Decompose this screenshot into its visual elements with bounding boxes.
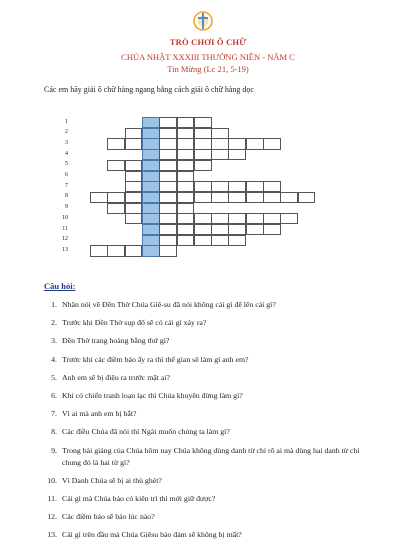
crossword-cell[interactable] <box>263 138 281 149</box>
gospel-reference: Tin Mừng (Lc 21, 5-19) <box>167 64 249 74</box>
question-item <box>40 390 380 402</box>
question-text: Nhân nói về Đền Thờ Chúa Giê-su đã nói không cái gì để lên cái gì? <box>62 300 276 309</box>
key-column-cell[interactable] <box>142 117 160 128</box>
question-item <box>40 511 380 523</box>
question-text: Cái gì trên đầu mà Chúa Giêsu bảo đảm sẽ không bị mất? <box>62 530 242 540</box>
crossword-cell[interactable] <box>211 149 229 160</box>
crossword-cell[interactable] <box>177 128 195 139</box>
crossword-cell[interactable] <box>125 138 143 149</box>
row-number: 11 <box>62 225 68 232</box>
crossword-cell[interactable] <box>159 213 177 224</box>
crossword-cell[interactable] <box>263 192 281 203</box>
question-text: Trong bài giảng của Chúa hôm nay Chúa không dùng danh từ chỉ rõ ai mà dùng hai danh từ chỉ chung đó là hai từ gì? <box>62 445 360 467</box>
crossword-cell[interactable] <box>107 138 125 149</box>
crossword-cell[interactable] <box>159 245 177 256</box>
crossword-cell[interactable] <box>194 117 212 128</box>
row-number: 9 <box>65 204 68 211</box>
crossword-cell[interactable] <box>159 181 177 192</box>
row-number: 13 <box>62 246 68 253</box>
crossword-cell[interactable] <box>228 224 246 235</box>
crossword-cell[interactable] <box>177 138 195 149</box>
question-item <box>40 317 380 329</box>
crossword-cell[interactable] <box>90 192 108 203</box>
crossword-cell[interactable] <box>177 181 195 192</box>
question-text: Các điều Chúa đã nói thì Ngài muốn chúng ta làm gì? <box>62 427 230 437</box>
question-number: 6. <box>51 390 57 400</box>
key-column-cell[interactable] <box>142 213 160 224</box>
question-item <box>40 426 380 438</box>
question-text: Vì ai mà anh em bị bắt? <box>62 409 137 419</box>
crossword-cell[interactable] <box>194 149 212 160</box>
questions-heading: Câu hỏi: <box>44 281 76 291</box>
crossword-cell[interactable] <box>107 203 125 214</box>
crossword-cell[interactable] <box>159 224 177 235</box>
crossword-cell[interactable] <box>177 203 195 214</box>
question-number: 11. <box>47 493 57 503</box>
question-number: 2. <box>51 318 57 328</box>
question-text: Trước khi các điềm báo ấy ra thì thế gian sẽ làm gì anh em? <box>62 354 249 364</box>
crossword-cell[interactable] <box>107 245 125 256</box>
crossword-cell[interactable] <box>159 203 177 214</box>
question-number: 13. <box>47 530 57 540</box>
key-column-cell[interactable] <box>142 128 160 139</box>
key-column-cell[interactable] <box>142 160 160 171</box>
crossword-cell[interactable] <box>194 138 212 149</box>
row-number: 1 <box>65 118 68 125</box>
question-item <box>40 493 380 505</box>
crossword-cell[interactable] <box>177 235 195 246</box>
crossword-cell[interactable] <box>228 149 246 160</box>
crossword-cell[interactable] <box>194 224 212 235</box>
key-column-cell[interactable] <box>142 181 160 192</box>
question-item <box>40 372 380 384</box>
puzzle-subtitle: CHÚA NHẬT XXXIII THƯỜNG NIÊN - NĂM C <box>121 52 295 62</box>
question-item <box>40 475 380 487</box>
puzzle-title: TRÒ CHƠI Ô CHỮ <box>169 37 247 47</box>
question-item <box>40 408 380 420</box>
question-number: 7. <box>51 409 57 419</box>
question-text: Đền Thờ trang hoàng bằng thứ gì? <box>62 336 170 346</box>
questions-list <box>40 299 380 547</box>
question-number: 10. <box>47 475 57 485</box>
crossword-cell[interactable] <box>125 203 143 214</box>
question-text: Khi có chiến tranh loạn lạc thì Chúa khuyên đừng làm gì? <box>62 390 243 400</box>
key-column-cell[interactable] <box>142 138 160 149</box>
crossword-cell[interactable] <box>194 192 212 203</box>
crossword-cell[interactable] <box>177 117 195 128</box>
crossword-cell[interactable] <box>246 213 264 224</box>
crossword-cell[interactable] <box>159 138 177 149</box>
crossword-cell[interactable] <box>246 138 264 149</box>
crossword-cell[interactable] <box>246 192 264 203</box>
question-number: 4. <box>51 354 57 364</box>
crossword-cell[interactable] <box>246 181 264 192</box>
crossword-cell[interactable] <box>280 192 298 203</box>
key-column-cell[interactable] <box>142 149 160 160</box>
row-number: 4 <box>65 150 68 157</box>
question-number: 12. <box>47 512 57 522</box>
crossword-cell[interactable] <box>280 213 298 224</box>
question-item <box>40 445 380 469</box>
crossword-cell[interactable] <box>125 128 143 139</box>
crossword-cell[interactable] <box>263 181 281 192</box>
crossword-cell[interactable] <box>211 128 229 139</box>
crossword-cell[interactable] <box>177 213 195 224</box>
key-column-cell[interactable] <box>142 203 160 214</box>
crossword-cell[interactable] <box>125 213 143 224</box>
crossword-cell[interactable] <box>159 149 177 160</box>
question-number: 9. <box>51 445 57 455</box>
key-column-cell[interactable] <box>142 224 160 235</box>
crossword-cell[interactable] <box>125 192 143 203</box>
question-number: 5. <box>51 372 57 382</box>
crossword-cell[interactable] <box>228 181 246 192</box>
crossword-cell[interactable] <box>125 181 143 192</box>
question-number: 8. <box>51 427 57 437</box>
crossword-cell[interactable] <box>177 192 195 203</box>
row-number: 5 <box>65 161 68 168</box>
row-number: 8 <box>65 193 68 200</box>
instruction-text: Các em hãy giải ô chữ hàng ngang bằng cách giải ô chữ hàng dọc <box>44 85 254 94</box>
row-number: 7 <box>65 182 68 189</box>
crossword-cell[interactable] <box>159 192 177 203</box>
key-column-cell[interactable] <box>142 192 160 203</box>
crossword-cell[interactable] <box>246 224 264 235</box>
crossword-cell[interactable] <box>194 181 212 192</box>
question-item <box>40 335 380 347</box>
crossword-cell[interactable] <box>194 160 212 171</box>
crossword-cell[interactable] <box>211 181 229 192</box>
crossword-cell[interactable] <box>159 235 177 246</box>
crossword-cell[interactable] <box>125 171 143 182</box>
question-number: 3. <box>51 336 57 346</box>
crossword-cell[interactable] <box>228 192 246 203</box>
question-text: Trước khi Đền Thờ sụp đổ sẽ có cái gì xảy ra? <box>62 318 207 328</box>
crossword-cell[interactable] <box>228 138 246 149</box>
crossword-cell[interactable] <box>194 235 212 246</box>
row-number: 12 <box>62 236 68 243</box>
crossword-cell[interactable] <box>107 160 125 171</box>
crossword-cell[interactable] <box>107 192 125 203</box>
crossword-cell[interactable] <box>159 171 177 182</box>
crossword-cell[interactable] <box>228 235 246 246</box>
question-item <box>40 354 380 366</box>
question-text: Cái gì mà Chúa bảo có kiên trì thì mới giữ được? <box>62 493 216 503</box>
key-column-cell[interactable] <box>142 171 160 182</box>
crossword-cell[interactable] <box>263 213 281 224</box>
crossword-cell[interactable] <box>211 192 229 203</box>
question-item <box>40 299 380 311</box>
crossword-cell[interactable] <box>211 224 229 235</box>
question-number: 1. <box>51 300 57 309</box>
logo-icon <box>192 10 214 32</box>
crossword-cell[interactable] <box>177 224 195 235</box>
question-text: Các điềm báo sẽ báo lúc nào? <box>62 512 155 522</box>
question-text: Anh em sẽ bị điệu ra trước mặt ai? <box>62 372 170 382</box>
crossword-cell[interactable] <box>177 160 195 171</box>
crossword-cell[interactable] <box>159 128 177 139</box>
crossword-cell[interactable] <box>298 192 316 203</box>
key-column-cell[interactable] <box>142 245 160 256</box>
crossword-cell[interactable] <box>194 213 212 224</box>
crossword-cell[interactable] <box>125 245 143 256</box>
crossword-cell[interactable] <box>125 160 143 171</box>
crossword-cell[interactable] <box>159 160 177 171</box>
row-number: 3 <box>65 139 68 146</box>
question-text: Vì Danh Chúa sẽ bị ai thù ghét? <box>62 475 162 485</box>
question-item <box>40 529 380 541</box>
crossword-cell[interactable] <box>228 213 246 224</box>
crossword-cell[interactable] <box>211 213 229 224</box>
crossword-cell[interactable] <box>177 171 195 182</box>
crossword-cell[interactable] <box>90 245 108 256</box>
row-number: 10 <box>62 214 68 221</box>
row-number: 6 <box>65 172 68 178</box>
crossword-cell[interactable] <box>211 235 229 246</box>
crossword-cell[interactable] <box>194 128 212 139</box>
crossword-cell[interactable] <box>159 117 177 128</box>
key-column-cell[interactable] <box>142 235 160 246</box>
row-number: 2 <box>65 129 68 136</box>
crossword-cell[interactable] <box>177 149 195 160</box>
crossword-cell[interactable] <box>263 224 281 235</box>
crossword-cell[interactable] <box>211 138 229 149</box>
